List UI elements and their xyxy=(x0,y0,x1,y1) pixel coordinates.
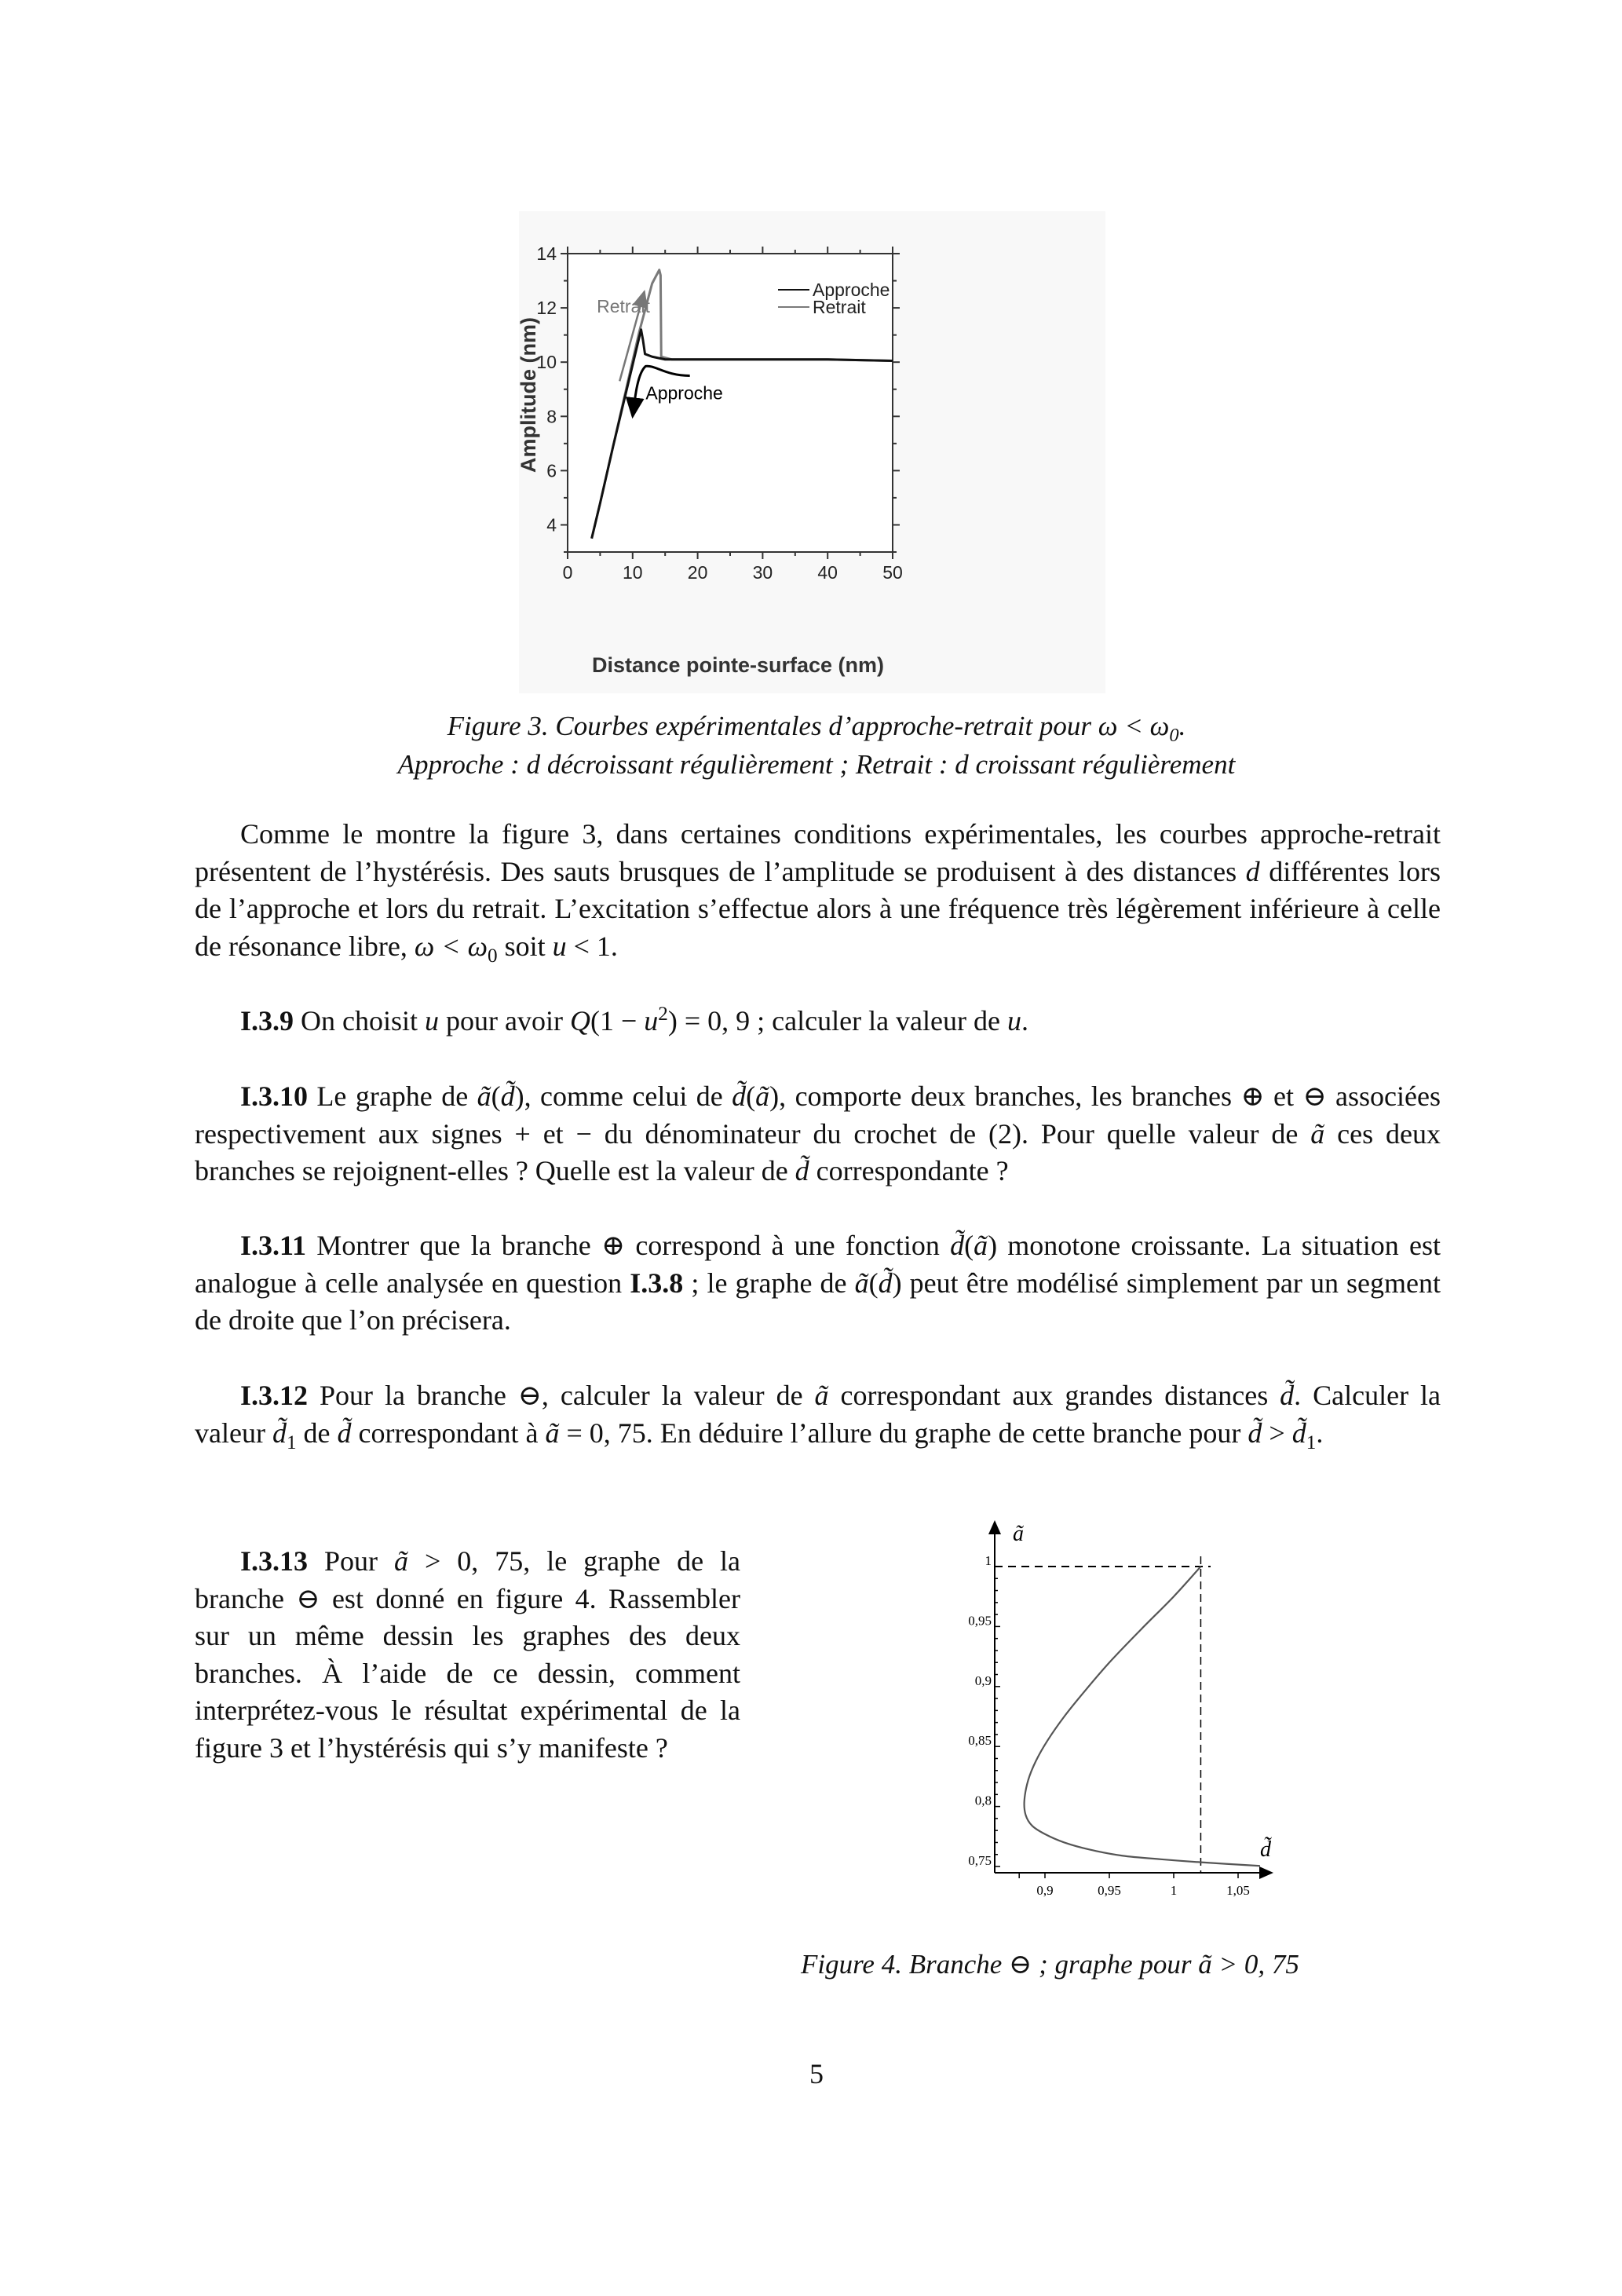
text-run: ) = 0, 9 ; calculer la valeur de xyxy=(667,1005,1007,1036)
text-run: ), comme celui de xyxy=(514,1080,732,1112)
y-tick-label: 1 xyxy=(985,1553,992,1568)
y-tick-label: 0,85 xyxy=(968,1733,992,1749)
text-run: d̃ xyxy=(950,1230,965,1261)
text-run: d̃ xyxy=(878,1267,893,1299)
y-tick-label: 6 xyxy=(546,460,557,481)
text-run: Pour la branche ⊖, calculer la valeur de xyxy=(308,1380,815,1411)
text-run: > xyxy=(1262,1417,1292,1449)
question-number: I.3.10 xyxy=(240,1080,309,1112)
text-run: ( xyxy=(746,1080,756,1112)
text-run: de xyxy=(296,1417,338,1449)
y-tick-label: 0,8 xyxy=(974,1793,992,1808)
branch-minus-curve xyxy=(1025,1567,1260,1866)
text-run: ω < ω xyxy=(414,930,488,962)
figure3-caption-line1 xyxy=(236,707,1397,745)
text-run: (1 − xyxy=(590,1005,645,1036)
figure4-chart xyxy=(968,1522,1273,1898)
text-run: soit xyxy=(497,930,553,962)
y-tick-label: 14 xyxy=(536,243,557,264)
text-run: ã xyxy=(814,1380,829,1411)
text-run: ( xyxy=(491,1080,501,1112)
text-run: . xyxy=(1178,711,1186,741)
text-run: u xyxy=(1006,1005,1021,1036)
text-run: 2 xyxy=(658,1004,668,1025)
text-run: 1 xyxy=(1306,1431,1317,1453)
text-run: = 0, 75. En déduire l’allure du graphe de cette branche pour xyxy=(559,1417,1248,1449)
text-run: ( xyxy=(964,1230,974,1261)
x-axis-label: d̃ xyxy=(1260,1837,1271,1862)
x-tick-label: 0,9 xyxy=(1036,1883,1054,1898)
text-run: ) monotone croissante. La situation est analogue à celle analysée en question xyxy=(195,1230,1441,1299)
text-run: d̃ xyxy=(1291,1417,1306,1449)
text-run: d̃ xyxy=(337,1417,352,1449)
text-run: d xyxy=(1245,855,1260,887)
question-number: I.3.8 xyxy=(630,1267,684,1299)
y-axis-label: Amplitude (nm) xyxy=(517,317,540,473)
question-I-3-12 xyxy=(195,1377,1441,1452)
text-run: d̃ xyxy=(1280,1380,1295,1411)
question-number: I.3.13 xyxy=(240,1545,309,1577)
text-run: 1 xyxy=(286,1431,297,1453)
text-run: < 1. xyxy=(566,930,618,962)
legend-label: Approche xyxy=(813,280,890,300)
y-tick-label: 10 xyxy=(536,352,557,373)
text-run: ã xyxy=(477,1080,491,1112)
text-run: Figure 3. Courbes expérimentales d’approche-retrait pour ω < ω xyxy=(447,711,1170,741)
question-I-3-9 xyxy=(195,1003,1441,1040)
y-tick-label: 0,9 xyxy=(974,1673,992,1688)
text-run: 0 xyxy=(1169,725,1179,746)
x-tick-label: 50 xyxy=(882,562,903,583)
text-run: ) peut être modélisé simplement par un segment de droite que l’on précisera. xyxy=(195,1267,1441,1336)
y-axis-label: ã xyxy=(1013,1522,1024,1546)
text-run: . xyxy=(1021,1005,1028,1036)
text-run: ã xyxy=(974,1230,988,1261)
y-tick-label: 8 xyxy=(546,406,557,427)
text-run: . Calculer la valeur xyxy=(195,1380,1441,1449)
y-tick-label: 4 xyxy=(546,514,557,536)
text-run: Q xyxy=(569,1005,590,1036)
figure4-caption xyxy=(801,1945,1413,1983)
text-run: Pour xyxy=(308,1545,394,1577)
intro-paragraph xyxy=(195,816,1441,965)
question-I-3-11 xyxy=(195,1227,1441,1340)
text-run: correspondant aux grandes distances xyxy=(828,1380,1280,1411)
x-tick-label: 20 xyxy=(687,562,708,583)
x-tick-label: 0 xyxy=(562,562,573,583)
y-tick-label: 0,95 xyxy=(968,1613,992,1629)
text-run: u xyxy=(552,930,567,962)
retrait-annotation: Retrait xyxy=(597,296,650,317)
x-tick-label: 40 xyxy=(817,562,838,583)
text-run: ( xyxy=(868,1267,879,1299)
text-run: ã xyxy=(545,1417,560,1449)
question-I-3-13 xyxy=(195,1543,740,1767)
text-run: ã xyxy=(1310,1117,1325,1150)
text-run: ã xyxy=(854,1267,869,1299)
text-run: 0 xyxy=(488,945,498,967)
text-run: ã xyxy=(755,1080,770,1112)
question-number: I.3.11 xyxy=(240,1230,307,1261)
text-run: correspondant à xyxy=(351,1417,546,1449)
page-number: 5 xyxy=(809,2058,824,2089)
x-tick-label: 10 xyxy=(623,562,643,583)
text-run: Montrer que la branche ⊕ correspond à une fonction xyxy=(306,1230,951,1261)
y-tick-label: 12 xyxy=(536,298,557,319)
text-run: différentes lors de l’approche et lors du retrait. L’excitation s’effectue alors à une fréquence très légèrement inférieure à celle de résonance libre, xyxy=(195,855,1441,962)
text-run: Figure 4. Branche ⊖ ; graphe pour ã > 0, 75 xyxy=(801,1949,1299,1980)
text-run: d̃ xyxy=(500,1080,515,1112)
approche-annotation: Approche xyxy=(645,382,723,404)
question-number: I.3.9 xyxy=(240,1005,294,1036)
text-run: d̃ xyxy=(272,1417,287,1449)
text-run: Comme le montre la figure 3, dans certaines conditions expérimentales, les courbes approche-retrait présentent de l’hystérésis. Des sauts brusques de l’amplitude se produisent à des distances xyxy=(195,818,1441,887)
y-tick-label: 0,75 xyxy=(968,1853,992,1868)
figure3-caption-line2 xyxy=(236,745,1397,784)
question-number: I.3.12 xyxy=(240,1380,309,1411)
x-tick-label: 1,05 xyxy=(1226,1883,1250,1898)
question-I-3-10 xyxy=(195,1078,1441,1190)
text-run: ; le graphe de xyxy=(683,1267,855,1299)
text-run: pour avoir xyxy=(439,1005,570,1036)
text-run: On choisit xyxy=(294,1005,426,1036)
text-run: d̃ xyxy=(732,1080,747,1112)
figure3-chart xyxy=(517,211,1105,693)
text-run: Le graphe de xyxy=(308,1080,477,1112)
text-run: ), comporte deux branches, les branches ⊕ et ⊖ associées respectivement aux signes + et − du dénominateur du crochet de (2). Pour quelle valeur de xyxy=(195,1080,1441,1150)
text-run: . xyxy=(1316,1417,1324,1449)
text-run: d̃ xyxy=(795,1155,809,1186)
x-tick-label: 30 xyxy=(752,562,773,583)
text-run: u xyxy=(644,1005,659,1036)
x-axis-label: Distance pointe-surface (nm) xyxy=(591,653,885,677)
legend-label: Retrait xyxy=(813,297,866,317)
x-tick-label: 0,95 xyxy=(1098,1883,1121,1898)
text-run: d̃ xyxy=(1248,1417,1262,1449)
text-run: u xyxy=(425,1005,440,1036)
text-run: ces deux branches se rejoignent-elles ? Quelle est la valeur de xyxy=(195,1117,1441,1186)
text-run: Approche : d décroissant régulièrement ; Retrait : d croissant régulièrement xyxy=(397,749,1236,780)
text-run: > 0, 75, le graphe de la branche ⊖ est donné en figure 4. Rassembler sur un même dessin les graphes des deux branches. À l’aide de ce dessin, comment interprétez-vous le résultat expérimental de la figure 3 et l’hystérésis qui s’y manifeste ? xyxy=(195,1545,741,1764)
x-tick-label: 1 xyxy=(1170,1883,1178,1898)
text-run: ã xyxy=(393,1545,408,1577)
text-run: correspondante ? xyxy=(809,1155,1009,1186)
